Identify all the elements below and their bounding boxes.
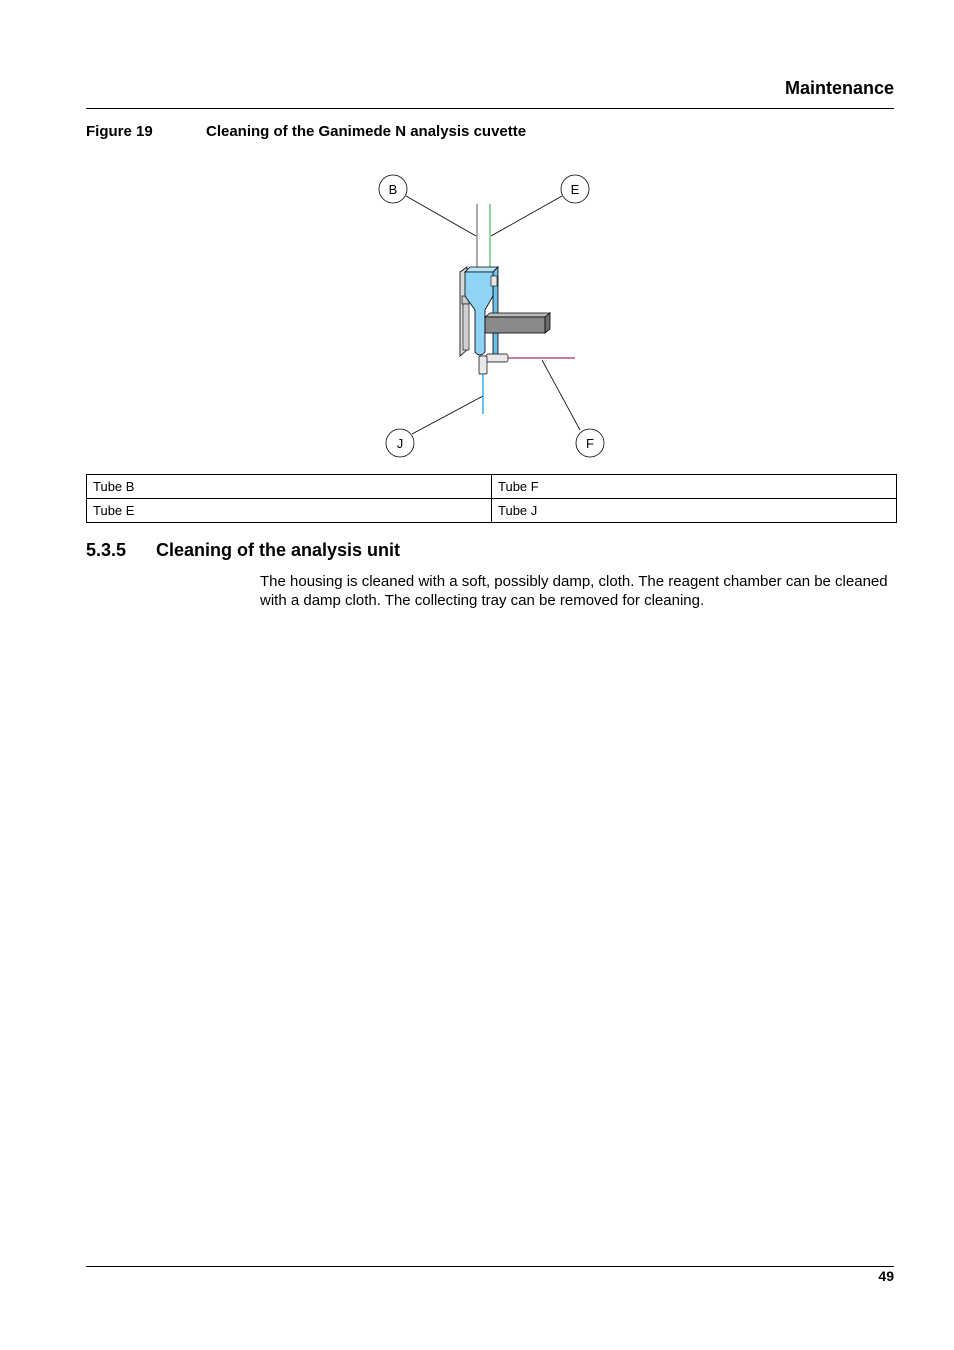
figure-number: Figure 19: [86, 123, 153, 140]
table-cell: Tube F: [492, 475, 897, 499]
bracket-pin: [463, 304, 469, 350]
callout-f: [576, 429, 604, 457]
table-cell: Tube E: [87, 499, 492, 523]
table-cell: Tube B: [87, 475, 492, 499]
svg-text:E: E: [570, 182, 580, 197]
callout-j: [386, 429, 414, 457]
svg-text:F: F: [586, 436, 594, 451]
drain-connector: [479, 356, 487, 374]
cuvette-diagram: [370, 168, 610, 463]
section-heading: [86, 540, 400, 561]
page-header-title: Maintenance: [784, 78, 894, 98]
block-end: [545, 313, 550, 333]
page-number: 49: [878, 1268, 894, 1284]
section-body-text: The housing is cleaned with a soft, possibly damp, cloth. The reagent chamber can be cleaned with a damp cloth. The collecting tray can be removed for cleaning.: [260, 573, 888, 609]
footer-divider: [86, 1266, 894, 1267]
callout-e: [561, 175, 589, 203]
measuring-block: [485, 317, 545, 333]
figure-title: Cleaning of the Ganimede N analysis cuvette: [206, 123, 527, 140]
section-title: Cleaning of the analysis unit: [156, 540, 401, 560]
cuvette-port: [491, 276, 497, 286]
cuvette-top: [465, 267, 498, 272]
svg-text:B: B: [388, 182, 398, 197]
figure-caption: [86, 123, 526, 140]
block-top: [485, 313, 550, 317]
table-row: [87, 499, 897, 523]
callout-b-leader: [406, 196, 476, 236]
callout-j-leader: [412, 396, 483, 434]
callout-e-leader: [491, 196, 562, 236]
callout-b: [379, 175, 407, 203]
outlet-connector: [486, 354, 508, 362]
callout-f-leader: [542, 360, 580, 430]
header-divider: [86, 108, 894, 109]
section-number: 5.3.5: [86, 540, 127, 560]
tube-legend-table: [86, 474, 897, 523]
table-row: [87, 475, 897, 499]
table-cell: Tube J: [492, 499, 897, 523]
svg-text:J: J: [396, 436, 404, 451]
